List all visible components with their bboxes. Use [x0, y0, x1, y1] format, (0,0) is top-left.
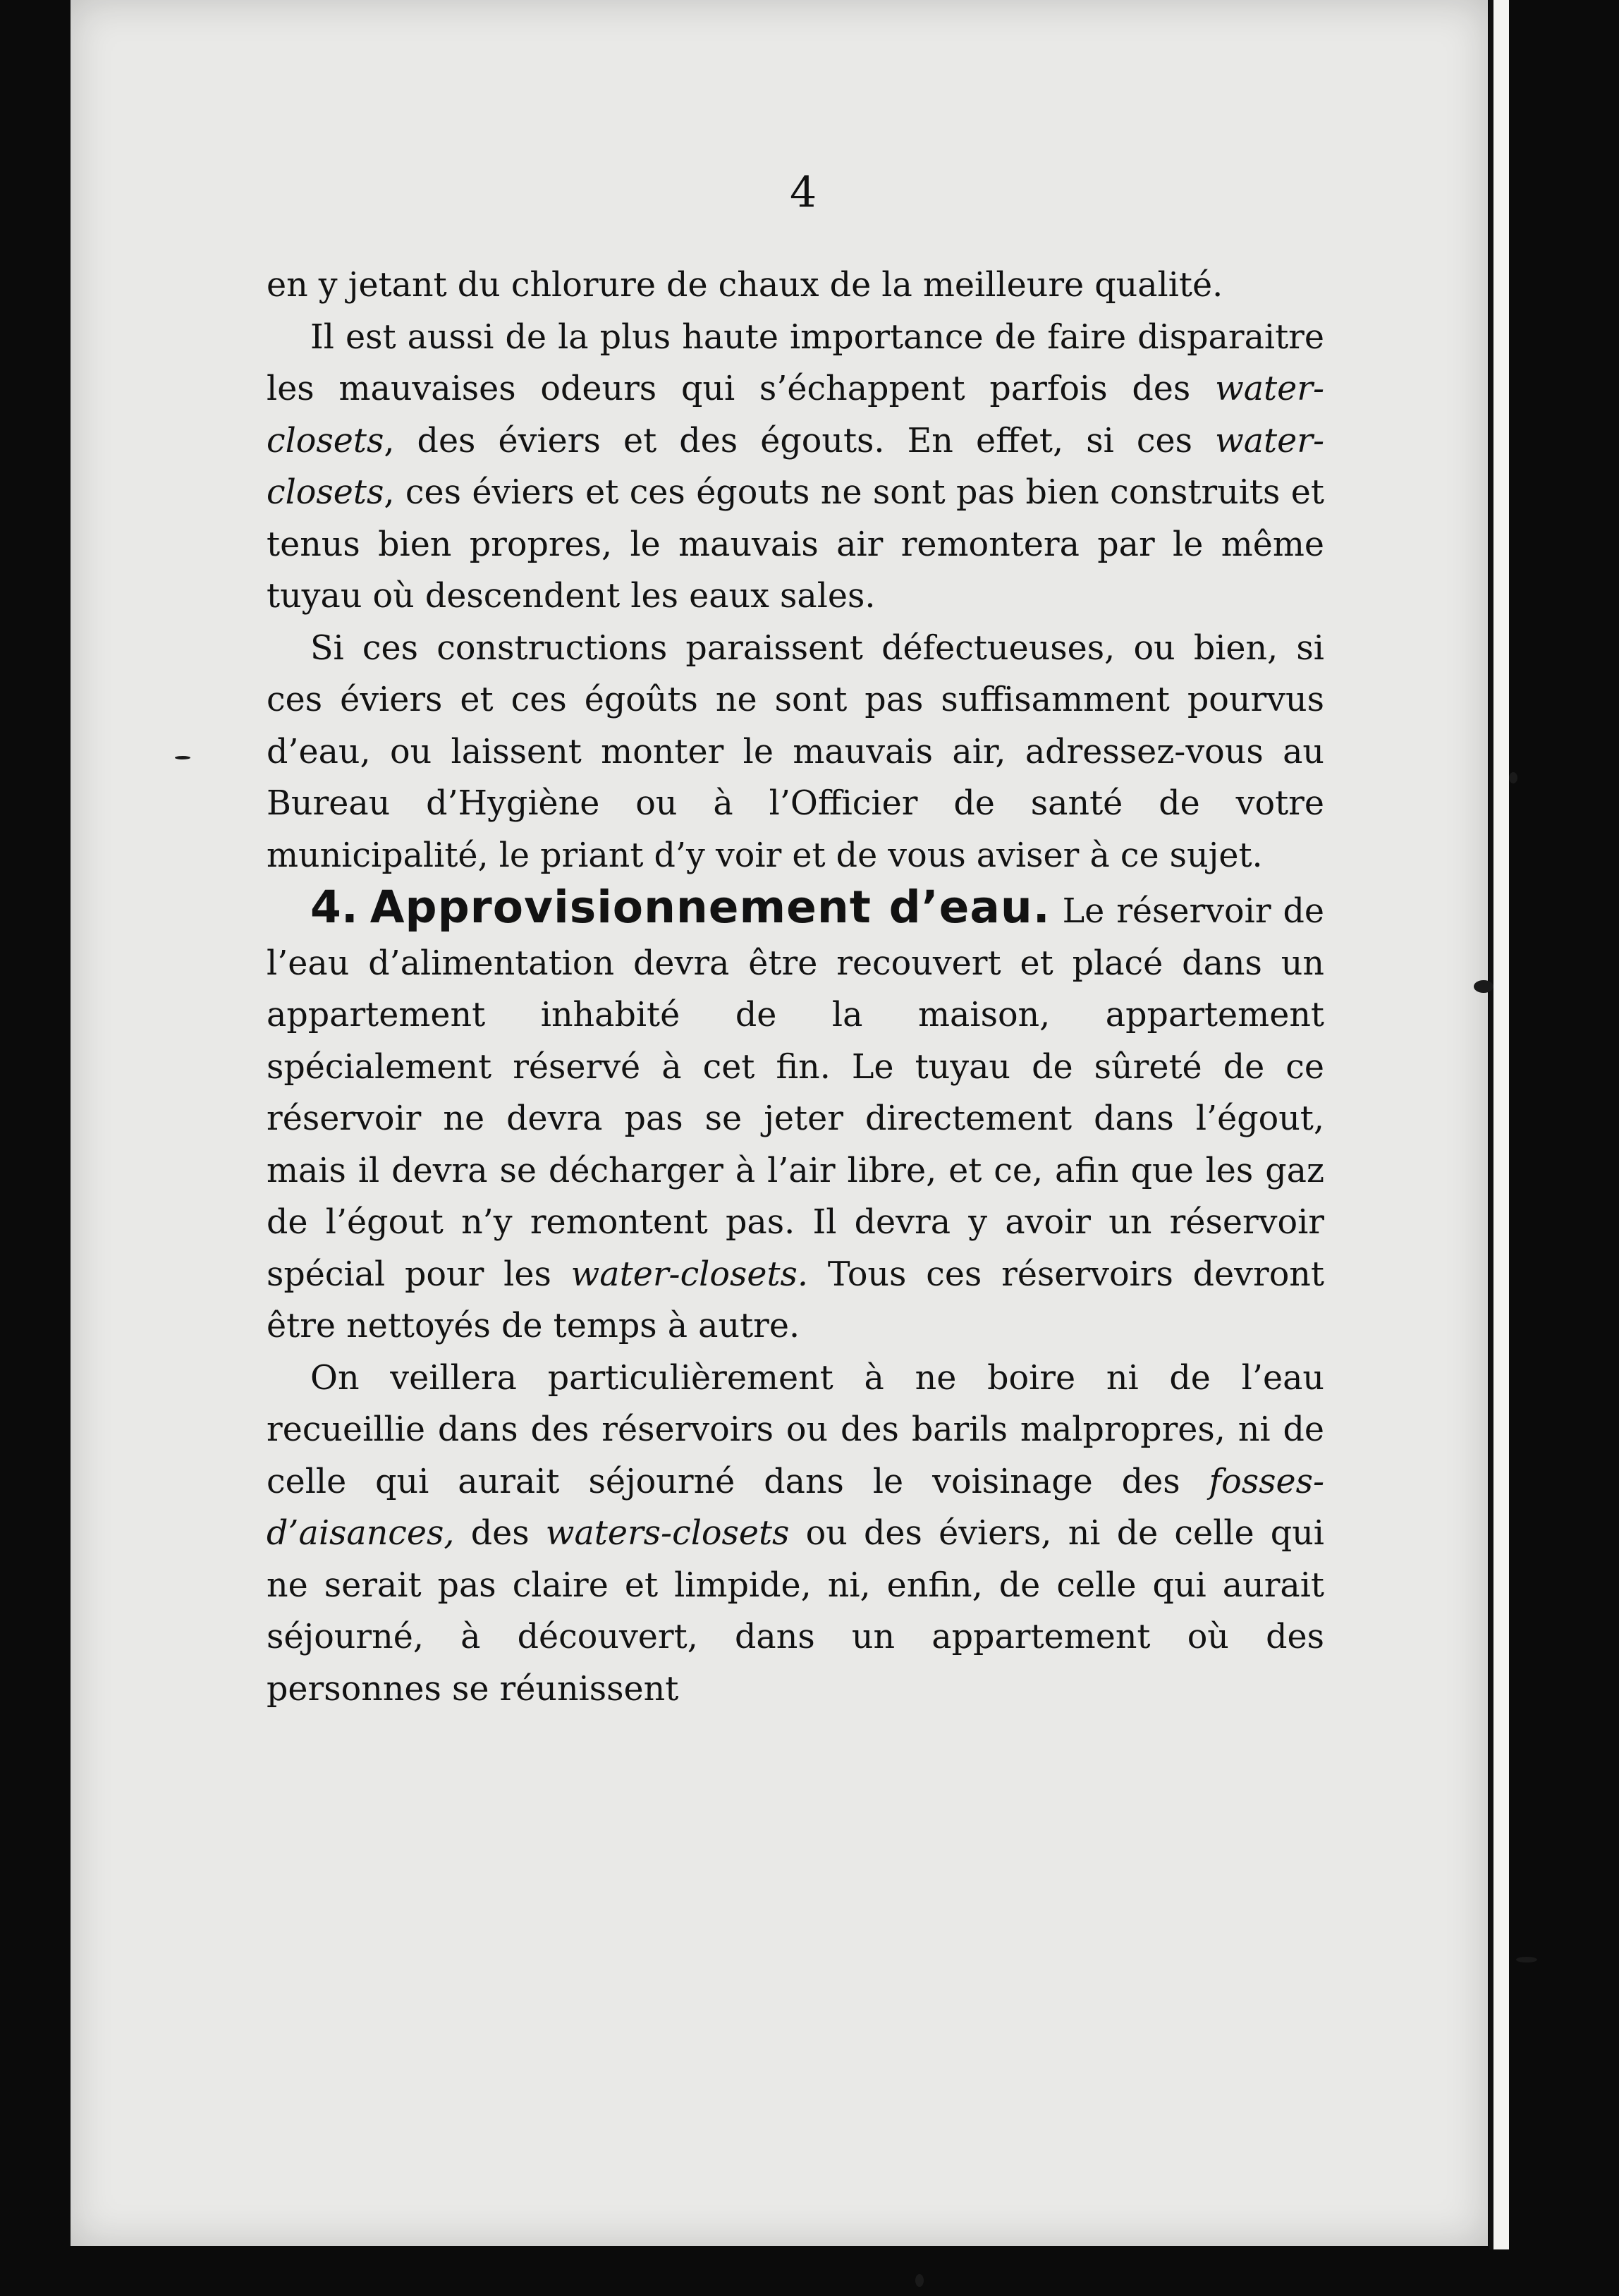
italic-term: fosses-d’aisances, [267, 1462, 1324, 1553]
paragraph-4 [267, 881, 1324, 1352]
paragraph-5-text: ou des éviers, ni de celle qui ne serait pas claire et limpide, ni, enfin, de celle qui aurait séjourné, à découvert, dans un appartement où des personnes se réunissent [267, 1514, 1324, 1709]
italic-term: water-closets. [570, 1254, 809, 1294]
paragraph-5-text: des [454, 1514, 546, 1553]
scan-speck [1509, 772, 1517, 783]
paragraph-5-text: On veillera particulièrement à ne boire ni de l’eau recueillie dans des réservoirs ou des barils malpropres, ni de celle qui aurait séjourné dans le voisinage des [267, 1358, 1324, 1501]
paragraph-1-text: en y jetant du chlorure de chaux de la meilleure qualité. [267, 266, 1223, 305]
paragraph-2-text: Il est aussi de la plus haute importance de faire disparaitre les mauvaises odeurs qui s’échappent parfois des [267, 317, 1324, 408]
italic-term: water-closets [267, 370, 1324, 460]
paragraph-5 [267, 1352, 1324, 1716]
page-number: 4 [790, 168, 818, 217]
paragraph-4-text: Tous ces réservoirs devront être nettoyés de temps à autre. [267, 1254, 1324, 1345]
paragraph-2 [267, 312, 1324, 623]
scan-speck [1474, 980, 1493, 993]
paragraph-3 [267, 623, 1324, 882]
paragraph-2-text: , des éviers et des égouts. En effet, si ces [384, 421, 1216, 460]
page-edge [1489, 0, 1509, 2249]
paragraph-4-text: Le réservoir de l’eau d’alimentation devra être recouvert et placé dans un appartement inhabité de la maison, appartement spécialement réservé à cet fin. Le tuyau de sûreté de ce réservoir ne devra pas se jeter directement dans l’égout, mais il devra se décharger à l’air libre, et ce, afin que les gaz de l’égout n’y remontent pas. Il devra y avoir un réservoir spécial pour les [267, 892, 1325, 1294]
scan-speck [175, 756, 190, 759]
section-number: 4. [310, 881, 358, 933]
scan-speck [915, 2274, 924, 2287]
paragraph-2-text: , ces éviers et ces égouts ne sont pas bien construits et tenus bien propres, le mauvais air remontera par le même tuyau où descendent les eaux sales. [267, 473, 1324, 616]
italic-term: waters-closets [545, 1514, 790, 1553]
section-heading: Approvisionnement d’eau. [369, 881, 1051, 933]
scan-speck [1516, 1957, 1537, 1962]
paragraph-1 [267, 259, 1324, 312]
italic-term: water-closets [267, 421, 1324, 512]
paragraph-3-text: Si ces constructions paraissent défectueuses, ou bien, si ces éviers et ces égoûts ne sont pas suffisamment pourvus d’eau, ou laissent monter le mauvais air, adressez-vous au Bureau d’Hygiène ou à l’Officier de santé de votre municipalité, le priant d’y voir et de vous aviser à ce sujet. [267, 628, 1324, 875]
body-text [267, 259, 1324, 1715]
